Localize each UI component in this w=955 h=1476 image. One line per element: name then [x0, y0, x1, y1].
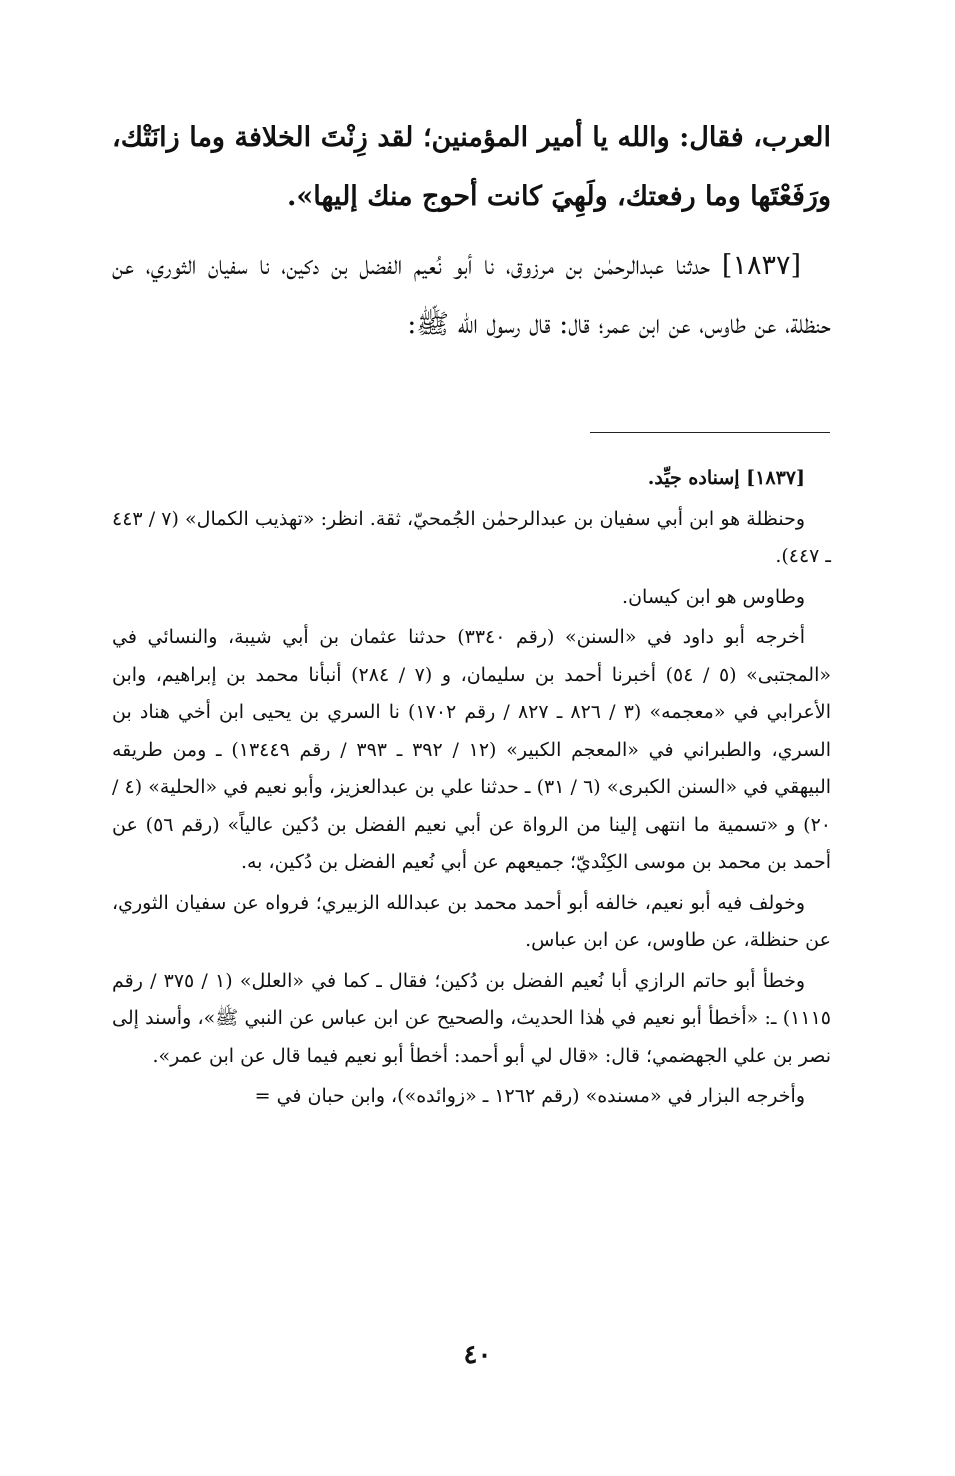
- footnote-separator: [590, 432, 830, 433]
- footnote-paragraph: أخرجه أبو داود في «السنن» (رقم ٣٣٤٠) حدثنا عثمان بن أبي شيبة، والنسائي في «المجتبى» (٥ / ٥٤) أخبرنا أحمد بن سليمان، و (٧ / ٢٨٤) أنبأنا محمد بن إبراهيم، وابن الأعرابي في «معجمه» (٣ / ٨٢٦ ـ ٨٢٧ / رقم ١٧٠٢) نا السري بن يحيى ابن أخي هناد بن السري، والطبراني في «المعجم الكبير» (١٢ / ٣٩٢ ـ ٣٩٣ / رقم ١٣٤٤٩) ـ ومن طريقه البيهقي في «السنن الكبرى» (٦ / ٣١) ـ حدثنا علي بن عبدالعزيز، وأبو نعيم في «الحلية» (٤ / ٢٠) و «تسمية ما انتهى إلينا من الرواة عن أبي نعيم الفضل بن دُكين عالياً» (رقم ٥٦) عن أحمد بن محمد بن موسى الكِنْديّ؛ جميعهم عن أبي نُعيم الفضل بن دُكين، به.: [112, 626, 832, 873]
- main-paragraph-intro: العرب، فقال: والله يا أمير المؤمنين؛ لقد زِنْتَ الخلافة وما زانَتْك، ورَفَعْتَها وما رفعتك، ولَهِيَ كانت أحوج منك إليها».: [112, 122, 831, 212]
- footnote-paragraph: وخولف فيه أبو نعيم، خالفه أبو أحمد محمد بن عبدالله الزبيري؛ فرواه عن سفيان الثوري، عن حنظلة، عن طاوس، عن ابن عباس.: [112, 891, 831, 951]
- main-text: [112, 108, 831, 354]
- footnotes: [112, 460, 831, 1119]
- page-number: ٤٠: [463, 1340, 492, 1370]
- footnote-heading: [١٨٣٧] إسناده جيِّد.: [647, 467, 805, 489]
- footnote-paragraph: وأخرجه البزار في «مسنده» (رقم ١٢٦٢ ـ «زوائده»)، وابن حبان في =: [254, 1085, 805, 1107]
- main-paragraph-hadith: [١٨٣٧] حدثنا عبدالرحمٰن بن مرزوق، نا أبو نُعيم الفضل بن دكين، نا سفيان الثوري، عن حنظلة، عن طاوس، عن ابن عمر؛ قال: قال رسول الله ﷺ:: [112, 250, 831, 340]
- footnote-paragraph: وطاوس هو ابن كيسان.: [622, 585, 805, 608]
- footnote-paragraph: وخطأ أبو حاتم الرازي أبا نُعيم الفضل بن دُكين؛ فقال ـ كما في «العلل» (١ / ٣٧٥ / رقم ١١١٥) ـ: «أخطأ أبو نعيم في هٰذا الحديث، والصحيح عن ابن عباس عن النبي ﷺ»، وأسند إلى نصر بن علي الجهضمي؛ قال: «قال لي أبو أحمد: أخطأ أبو نعيم فيما قال عن ابن عمر».: [112, 969, 831, 1067]
- footnote-paragraph: وحنظلة هو ابن أبي سفيان بن عبدالرحمٰن الجُمحيّ، ثقة. انظر: «تهذيب الكمال» (٧ / ٤٤٣ ـ ٤٤٧).: [112, 507, 831, 567]
